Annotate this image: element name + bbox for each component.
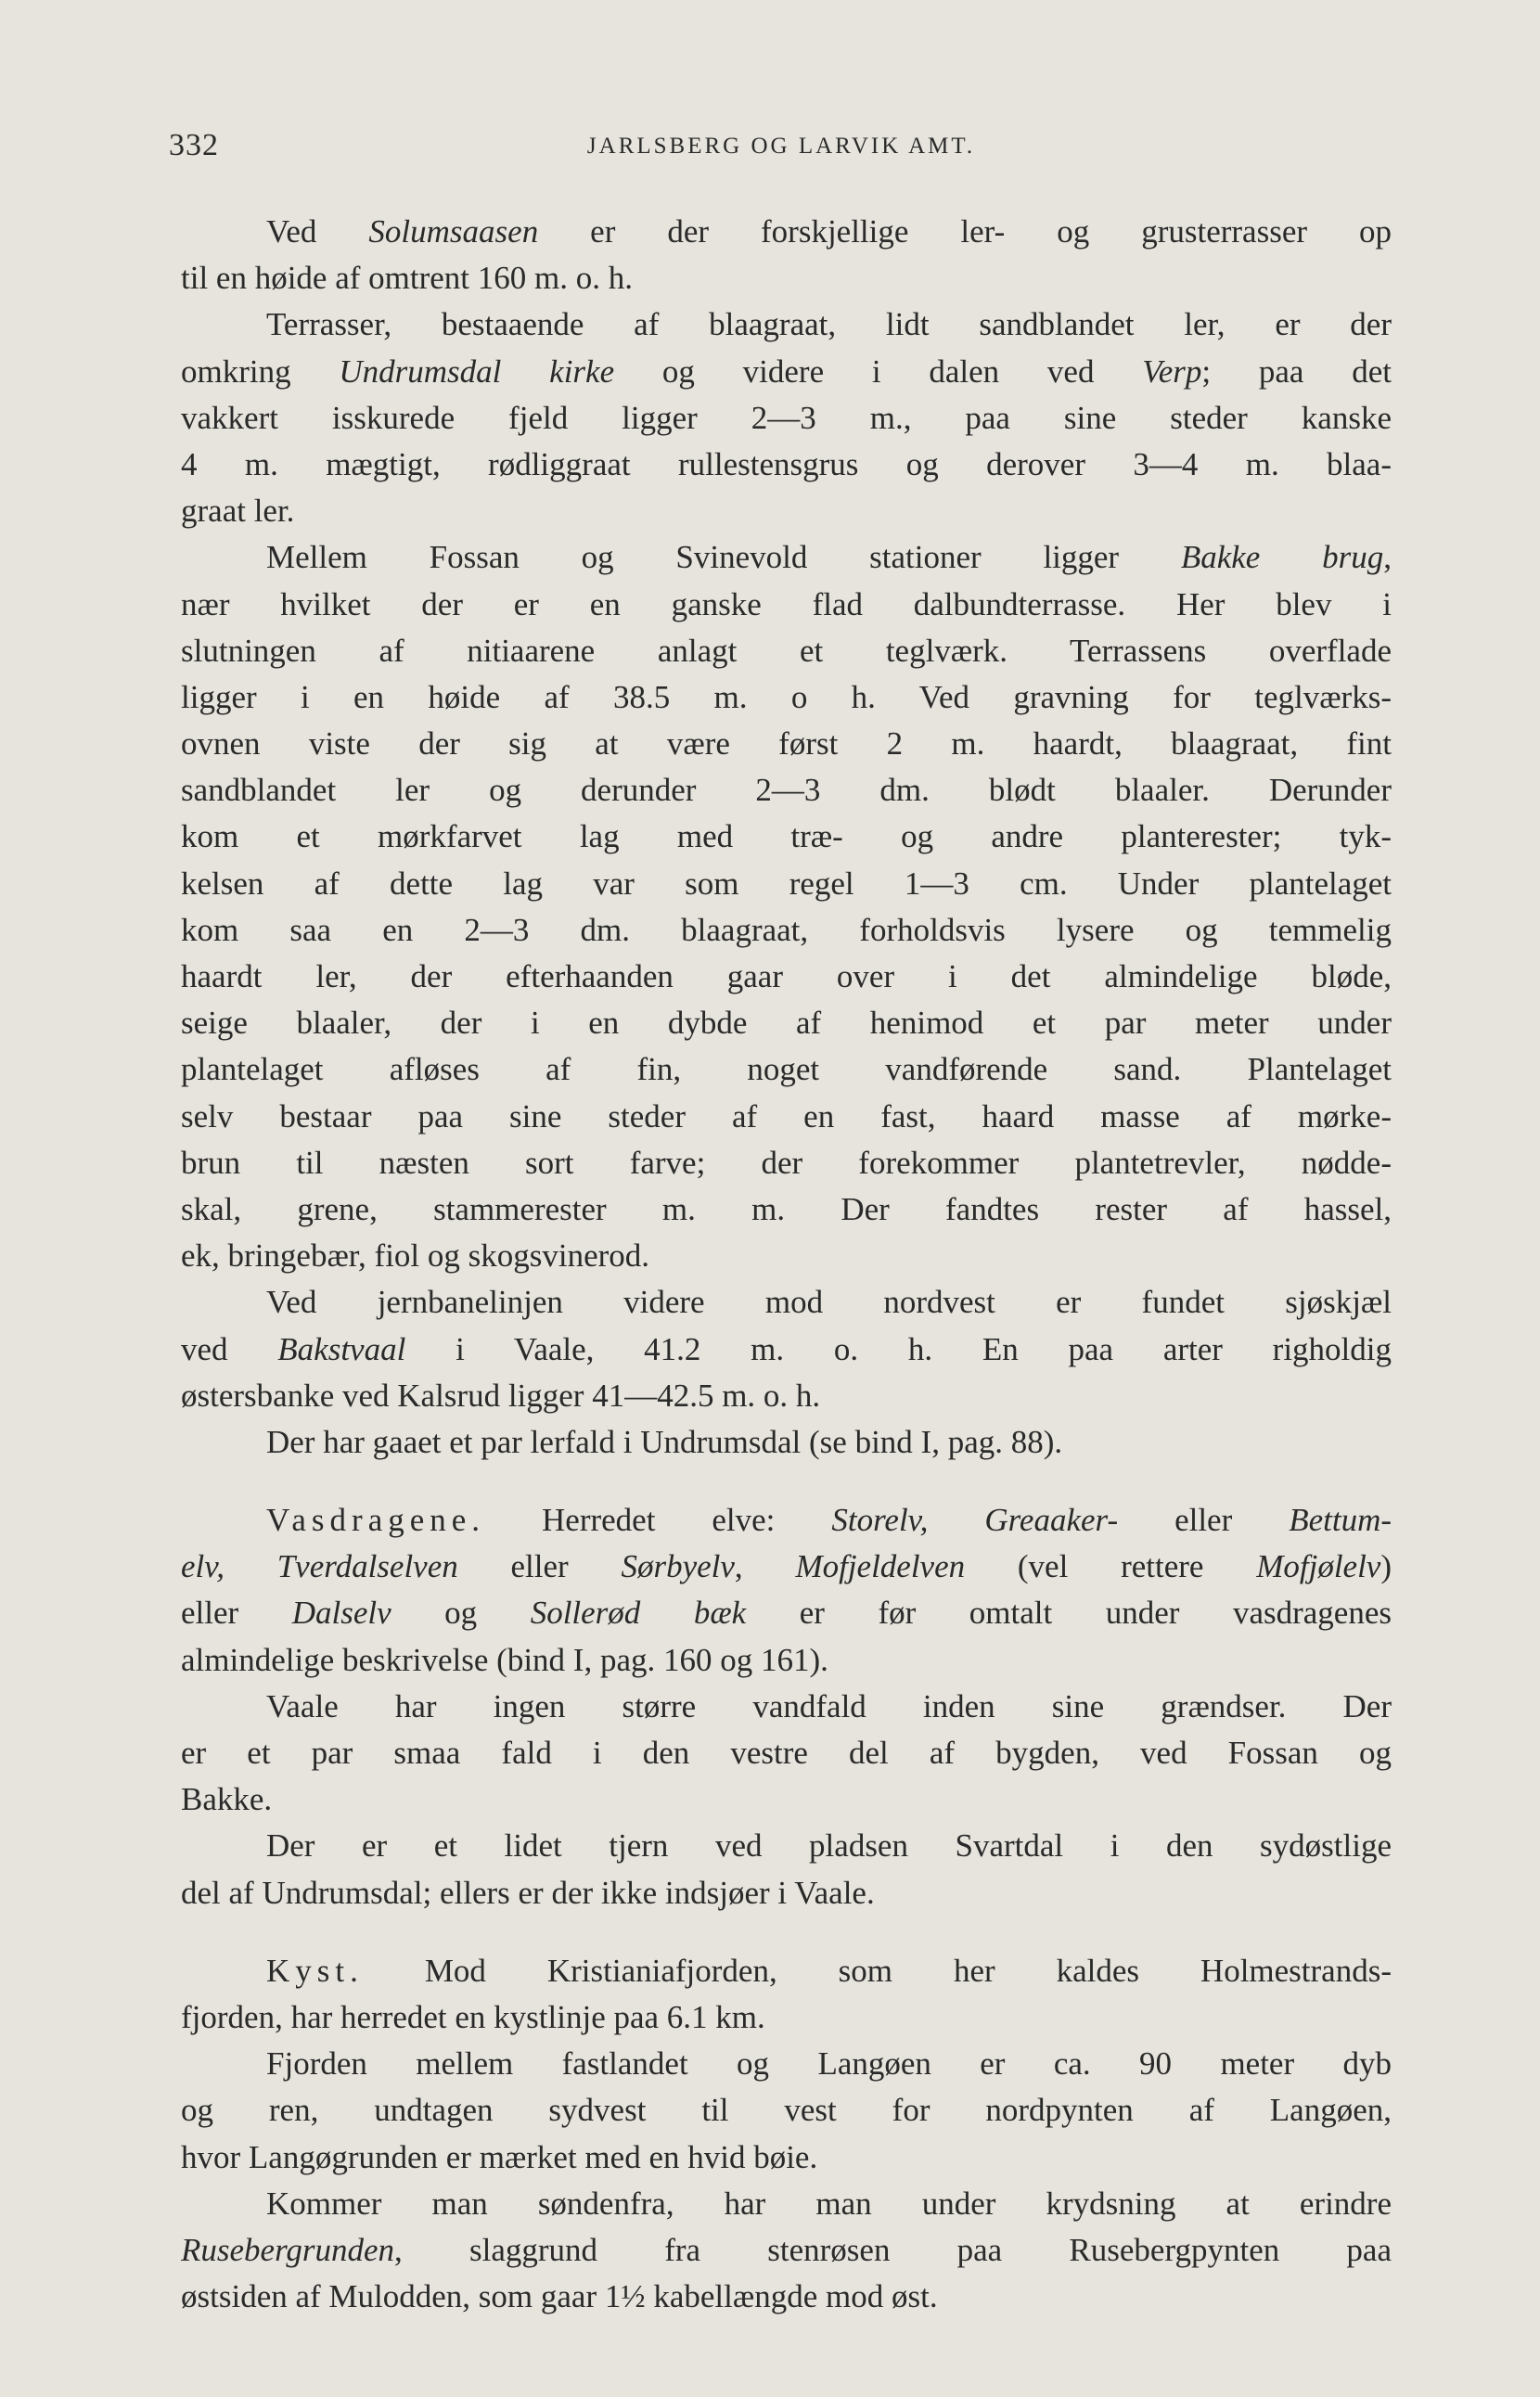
section-heading: Kyst. xyxy=(266,1952,364,1989)
text-line: vakkert isskurede fjeld ligger 2—3 m., paa sine steder kanske xyxy=(181,399,1392,436)
text-line: elv, Tverdalselven eller Sørbyelv, Mofjeldelven (vel rettere Mofjølelv) xyxy=(181,1548,1392,1585)
text-line: plantelaget afløses af fin, noget vandførende sand. Plantelaget xyxy=(181,1051,1392,1088)
text-line: Ved Solumsaasen er der forskjellige ler- og grusterrasser op xyxy=(266,213,1392,250)
text-line: og ren, undtagen sydvest til vest for nordpynten af Langøen, xyxy=(181,2092,1392,2129)
text-line: ek, bringebær, fiol og skogsvinerod. xyxy=(181,1237,650,1275)
text-line: Vaale har ingen større vandfald inden sine grændser. Der xyxy=(266,1687,1392,1724)
text-line: er et par smaa fald i den vestre del af bygden, ved Fossan og xyxy=(181,1735,1392,1771)
text-line: brun til næsten sort farve; der forekommer plantetrevler, nødde- xyxy=(181,1144,1392,1181)
text-line: hvor Langøgrunden er mærket med en hvid bøie. xyxy=(181,2138,818,2175)
text-line: Kommer man søndenfra, har man under krydsning at erindre xyxy=(266,2185,1392,2222)
body-text xyxy=(181,209,1392,2320)
text-line: Mellem Fossan og Svinevold stationer ligger Bakke brug, xyxy=(266,539,1392,576)
text-line: Terrasser, bestaaende af blaagraat, lidt sandblandet ler, er der xyxy=(266,306,1392,343)
text-line: fjorden, har herredet en kystlinje paa 6.1 km. xyxy=(181,1998,765,2035)
text-line: skal, grene, stammerester m. m. Der fandtes rester af hassel, xyxy=(181,1190,1392,1227)
text-line: seige blaaler, der i en dybde af henimod et par meter under xyxy=(181,1005,1392,1042)
text-line: kom saa en 2—3 dm. blaagraat, forholdsvis lysere og temmelig xyxy=(181,911,1392,948)
text-line: til en høide af omtrent 160 m. o. h. xyxy=(181,260,633,297)
text-line: Rusebergrunden, slaggrund fra stenrøsen paa Rusebergpynten paa xyxy=(181,2231,1392,2268)
text-line: sandblandet ler og derunder 2—3 dm. blødt blaaler. Derunder xyxy=(181,772,1392,809)
text-line: graat ler. xyxy=(181,493,295,530)
text-line: kelsen af dette lag var som regel 1—3 cm. Under plantelaget xyxy=(181,865,1392,902)
text-line: ovnen viste der sig at være først 2 m. haardt, blaagraat, fint xyxy=(181,725,1392,763)
text-line: omkring Undrumsdal kirke og videre i dalen ved Verp; paa det xyxy=(181,352,1392,390)
text-line: ved Bakstvaal i Vaale, 41.2 m. o. h. En paa arter righoldig xyxy=(181,1330,1392,1367)
text-line: haardt ler, der efterhaanden gaar over i det almindelige bløde, xyxy=(181,958,1392,994)
text-line: Kyst. Mod Kristianiafjorden, som her kaldes Holmestrands- xyxy=(266,1952,1392,1989)
section-heading: Vasdragene. xyxy=(266,1502,486,1539)
text-line: Der er et lidet tjern ved pladsen Svartdal i den sydøstlige xyxy=(266,1827,1392,1865)
page-header xyxy=(169,128,1393,184)
text-line: selv bestaar paa sine steder af en fast, haard masse af mørke- xyxy=(181,1097,1392,1134)
text-line: nær hvilket der er en ganske flad dalbundterrasse. Her blev i xyxy=(181,585,1392,622)
text-line: kom et mørkfarvet lag med træ- og andre planterester; tyk- xyxy=(181,818,1392,855)
text-line: Der har gaaet et par lerfald i Undrumsdal (se bind I, pag. 88). xyxy=(266,1423,1063,1460)
text-line: 4 m. mægtigt, rødliggraat rullestensgrus og derover 3—4 m. blaa- xyxy=(181,445,1392,482)
text-line: Bakke. xyxy=(181,1781,273,1818)
text-line: østsiden af Mulodden, som gaar 1½ kabellængde mod øst. xyxy=(181,2278,938,2315)
text-line: Fjorden mellem fastlandet og Langøen er ca. 90 meter dyb xyxy=(266,2045,1392,2083)
text-line: eller Dalselv og Sollerød bæk er før omtalt under vasdragenes xyxy=(181,1595,1392,1632)
text-line: østersbanke ved Kalsrud ligger 41—42.5 m. o. h. xyxy=(181,1377,821,1414)
text-line: slutningen af nitiaarene anlagt et teglværk. Terrassens overflade xyxy=(181,632,1392,669)
text-line: ligger i en høide af 38.5 m. o h. Ved gravning for teglværks- xyxy=(181,678,1392,715)
running-title: JARLSBERG OG LARVIK AMT. xyxy=(586,134,976,159)
text-line: Ved jernbanelinjen videre mod nordvest er fundet sjøskjæl xyxy=(266,1284,1392,1321)
page-number: 332 xyxy=(169,128,219,162)
text-line: del af Undrumsdal; ellers er der ikke indsjøer i Vaale. xyxy=(181,1874,875,1911)
text-line: Vasdragene. Herredet elve: Storelv, Greaaker- eller Bettum- xyxy=(266,1502,1392,1539)
text-line: almindelige beskrivelse (bind I, pag. 160 og 161). xyxy=(181,1641,828,1678)
